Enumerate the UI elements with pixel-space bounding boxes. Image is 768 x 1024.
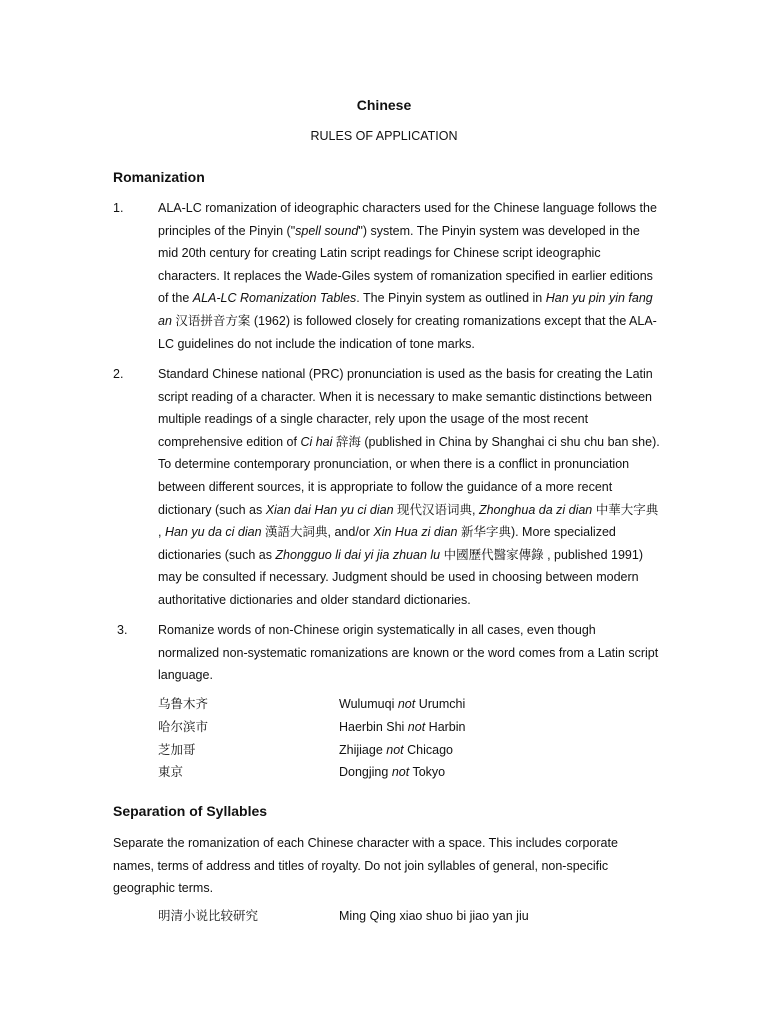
example-romanization: Wulumuqi not Urumchi bbox=[339, 697, 466, 711]
example-row bbox=[158, 905, 638, 927]
document-subtitle: RULES OF APPLICATION bbox=[310, 129, 458, 143]
example-chinese: 哈尔滨市 bbox=[158, 720, 209, 734]
example-chinese: 東京 bbox=[158, 765, 184, 779]
example-chinese: 乌鲁木齐 bbox=[158, 697, 209, 711]
example-romanization: Ming Qing xiao shuo bi jiao yan jiu bbox=[339, 909, 529, 923]
example-romanization: Zhijiage not Chicago bbox=[339, 743, 453, 757]
section-heading-romanization: Romanization bbox=[113, 169, 205, 185]
rule-paragraph-2: Standard Chinese national (PRC) pronunciation is used as the basis for creating the Latin script reading of a character. When it is necessary to make semantic distinctions between multiple readings of a single character, rely upon the usage of the most recent comprehensive edition of Ci hai 辞海 (published in China by Shanghai ci shu chu ban she). To determine contemporary pronunciation, or when there is a conflict in pronunciation between different sources, it is appropriate to follow the guidance of a more recent dictionary (such as Xian dai Han yu ci dian 现代汉语词典, Zhonghua da zi dian 中華大字典 , Han yu da ci dian 漢語大詞典, and/or Xin Hua zi dian 新华字典). More specialized dictionaries (such as Zhongguo li dai yi jia zhuan lu 中國歷代醫家傳錄 , published 1991) may be consulted if necessary. Judgment should be used in choosing between modern authoritative dictionaries and older standard dictionaries. bbox=[158, 367, 660, 607]
example-row bbox=[158, 716, 638, 738]
separation-paragraph: Separate the romanization of each Chinese character with a space. This includes corporate names, terms of address and titles of royalty. Do not join syllables of general, non-specific geographic terms. bbox=[113, 836, 618, 896]
item-number: 3. bbox=[117, 623, 128, 637]
item-number: 1. bbox=[113, 201, 124, 215]
item-number: 2. bbox=[113, 367, 124, 381]
example-row bbox=[158, 693, 638, 715]
section-heading-separation: Separation of Syllables bbox=[113, 803, 268, 819]
example-chinese: 明清小说比较研究 bbox=[158, 909, 259, 923]
example-row bbox=[158, 739, 638, 761]
rule-paragraph-1: ALA-LC romanization of ideographic characters used for the Chinese language follows the principles of the Pinyin ("spell sound") system. The Pinyin system was developed in the mid 20th century for creating Latin script readings for Chinese script ideographic characters. It replaces the Wade-Giles system of romanization specified in earlier editions of the ALA-LC Romanization Tables. The Pinyin system as outlined in Han yu pin yin fang an 汉语拼音方案 (1962) is followed closely for creating romanizations except that the ALA-LC guidelines do not include the indication of tone marks. bbox=[158, 201, 657, 351]
rule-paragraph-3: Romanize words of non-Chinese origin systematically in all cases, even though normalized non-systematic romanizations are known or the word comes from a Latin script language. bbox=[158, 623, 659, 683]
example-romanization: Haerbin Shi not Harbin bbox=[339, 720, 466, 734]
example-chinese: 芝加哥 bbox=[158, 743, 196, 757]
example-romanization: Dongjing not Tokyo bbox=[339, 765, 446, 779]
document-title: Chinese bbox=[356, 97, 412, 113]
example-row bbox=[158, 761, 638, 783]
